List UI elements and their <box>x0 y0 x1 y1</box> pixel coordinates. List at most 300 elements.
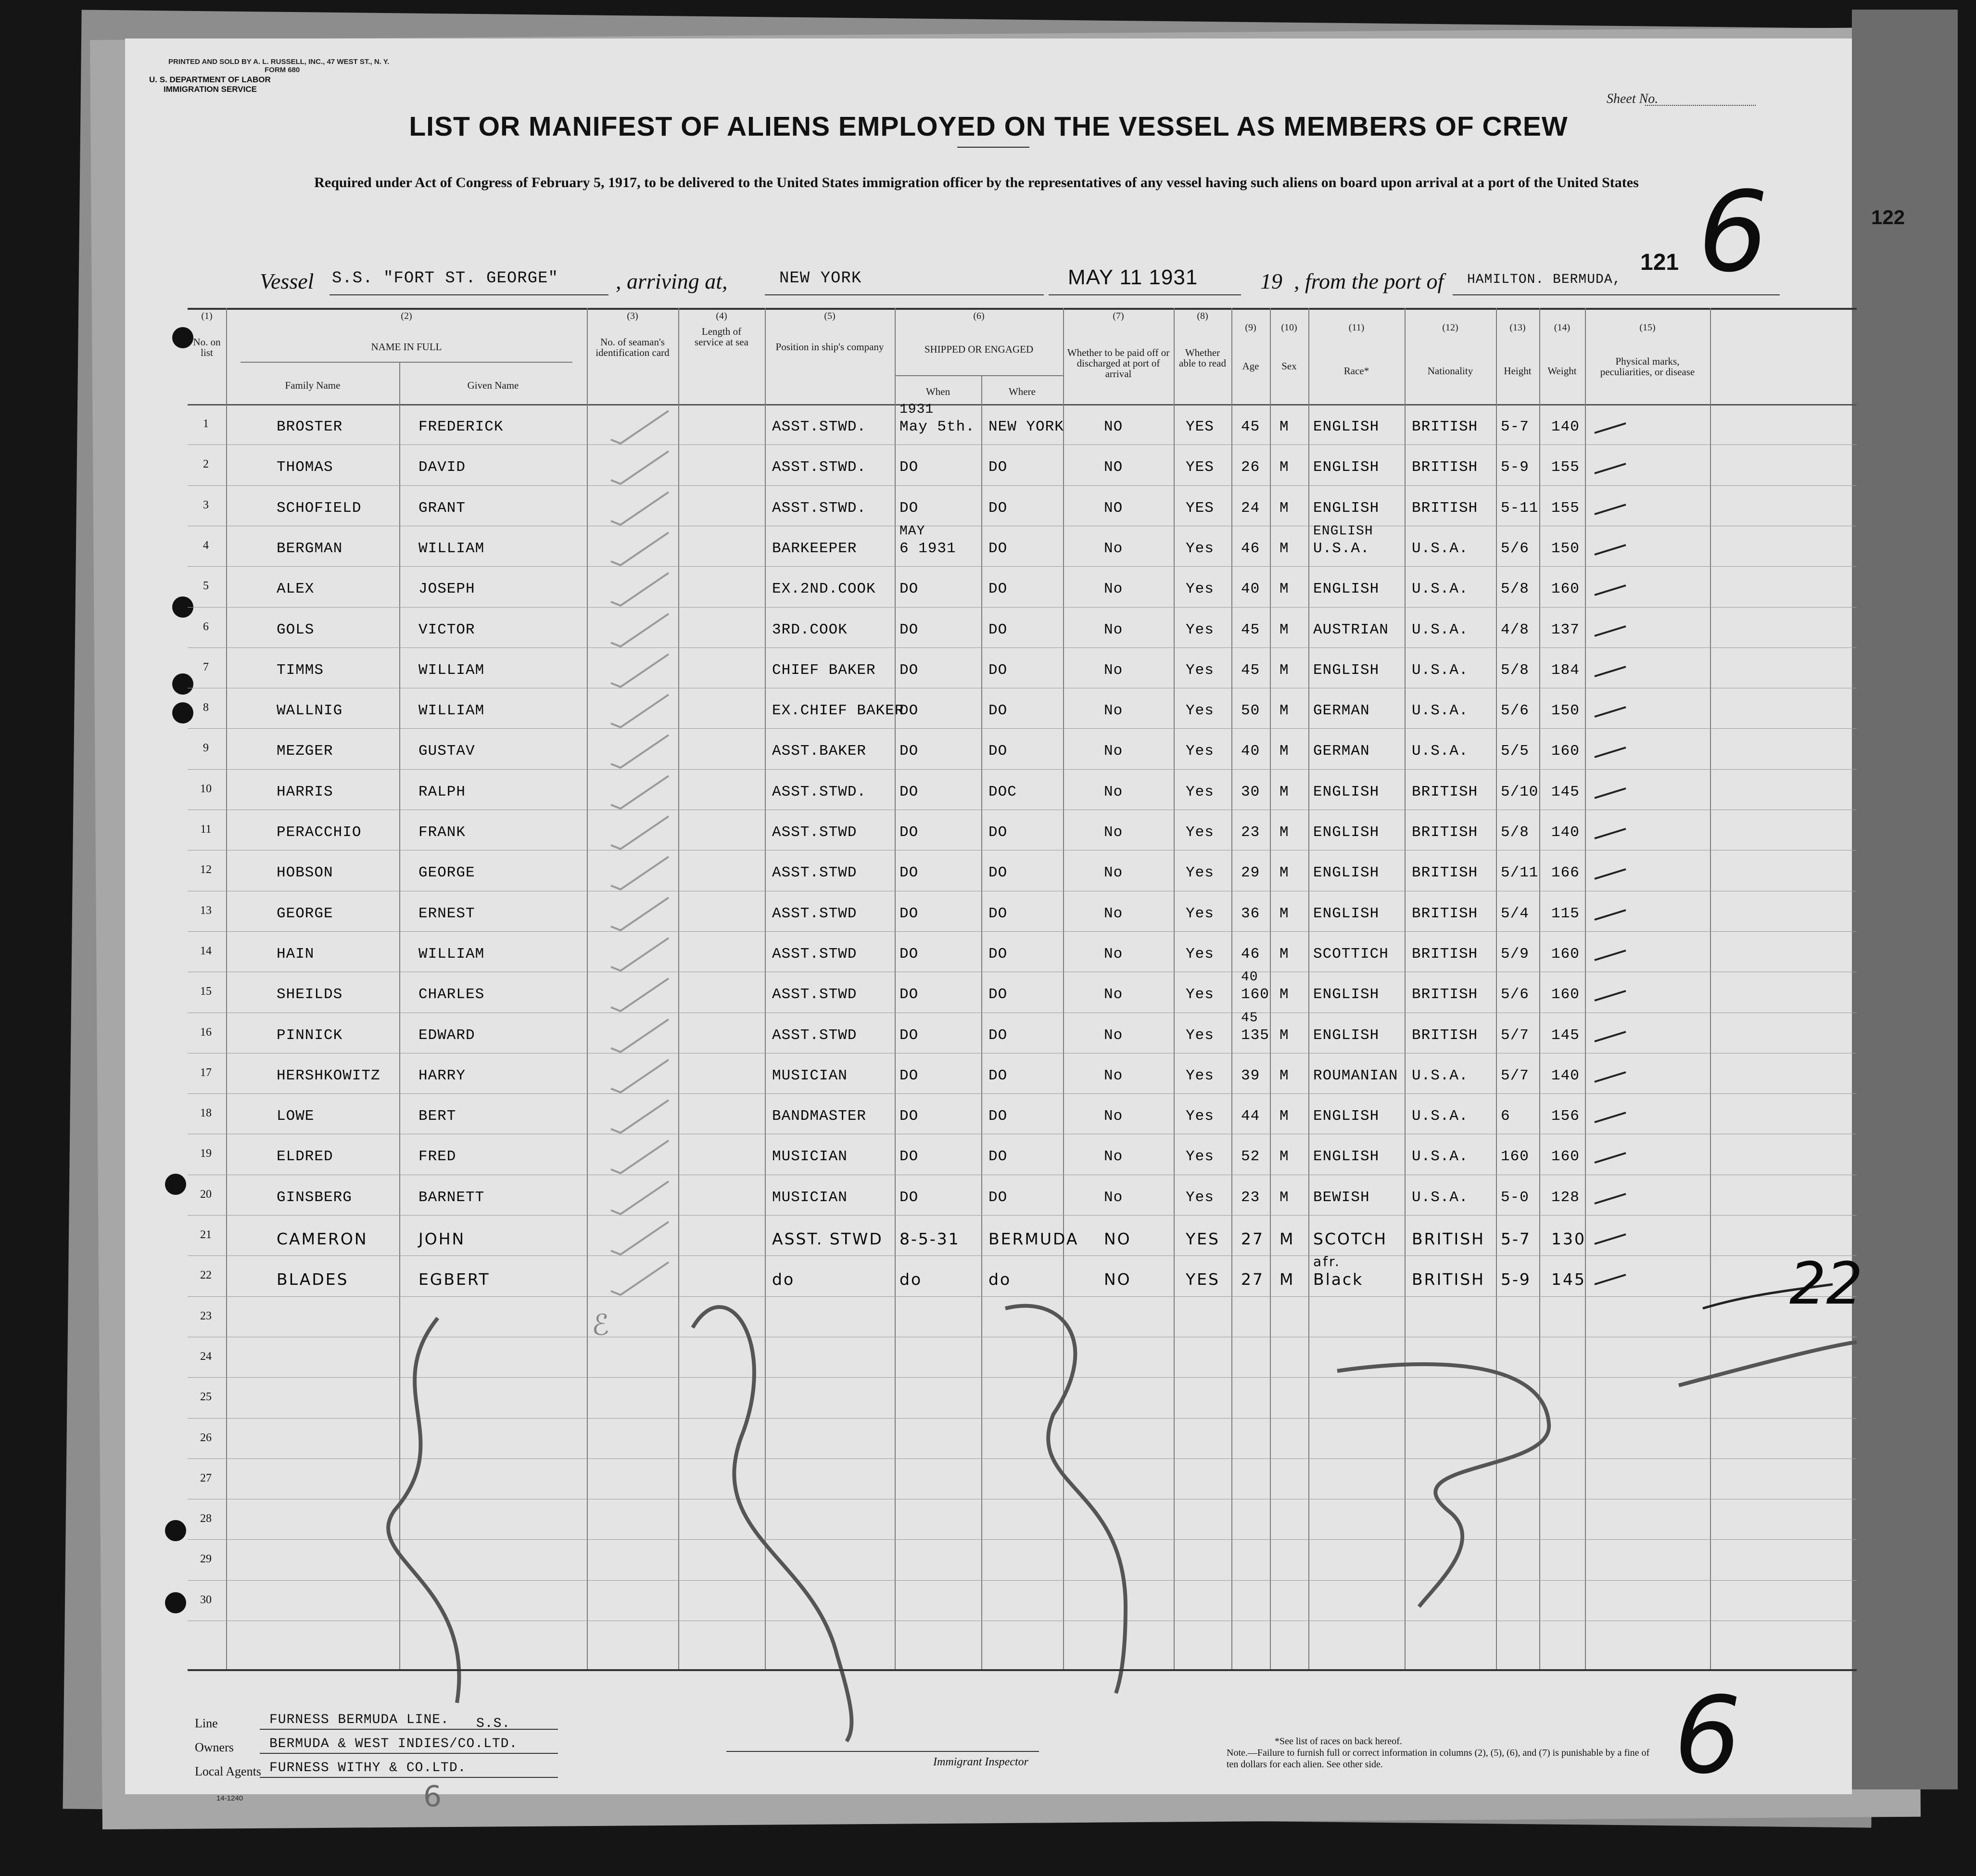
sheet-number-line <box>1645 105 1756 106</box>
cell-height: 5/4 <box>1501 905 1529 922</box>
cell-family-name: TIMMS <box>277 661 324 679</box>
cell-position: MUSICIAN <box>772 1148 848 1166</box>
cell-sex: M <box>1279 540 1289 557</box>
cell-sex: M <box>1279 499 1289 517</box>
cell-given-name: WILLIAM <box>418 540 485 557</box>
cell-position: CHIEF BAKER <box>772 661 876 679</box>
row-number: 6 <box>203 620 209 633</box>
cell-family-name: THOMAS <box>277 459 333 476</box>
cell-height: 5/7 <box>1501 1067 1529 1084</box>
cell-height: 5/5 <box>1501 743 1529 760</box>
col-header-height: Height <box>1504 365 1532 377</box>
cell-age: 26 <box>1241 459 1260 476</box>
cell-shipped-where: BERMUDA <box>988 1230 1079 1248</box>
cell-able-to-read: YES <box>1186 1270 1220 1289</box>
cell-paid-off: No <box>1104 1067 1123 1084</box>
cell-age: 44 <box>1241 1108 1260 1125</box>
col-header-physical-marks: Physical marks, peculiarities, or disease <box>1600 355 1695 378</box>
row-number: 12 <box>200 863 212 876</box>
cell-sex: M <box>1279 1067 1289 1084</box>
cell-shipped-when: 8-5-31 <box>899 1230 960 1248</box>
row-number: 22 <box>200 1269 212 1282</box>
printer-credit: PRINTED AND SOLD BY A. L. RUSSELL, INC., 47 WEST ST., N. Y. FORM 680 <box>168 58 390 74</box>
cell-able-to-read: Yes <box>1186 824 1214 841</box>
pencil-squiggle <box>1337 1364 1549 1607</box>
cell-weight: 160 <box>1551 945 1580 963</box>
cell-family-name: PERACCHIO <box>277 824 362 841</box>
cell-shipped-when: DO <box>899 945 919 963</box>
col-number-8: (8) <box>1197 311 1208 321</box>
cell-sex: M <box>1279 1027 1289 1044</box>
owners-label: Owners <box>195 1740 234 1754</box>
cell-shipped-where: DO <box>988 986 1008 1003</box>
cell-age-note: 45 <box>1241 1010 1258 1026</box>
cell-able-to-read: Yes <box>1186 986 1214 1003</box>
cell-shipped-when: DO <box>899 499 919 517</box>
cell-given-name: GEORGE <box>418 864 475 882</box>
col-header-seaman-card: No. of seaman's identification card <box>595 336 670 358</box>
cell-nationality: BRITISH <box>1412 499 1478 517</box>
from-underline <box>1453 294 1780 295</box>
cell-age: 27 <box>1241 1230 1264 1248</box>
cell-family-name: ELDRED <box>277 1148 333 1166</box>
cell-weight: 160 <box>1551 743 1580 760</box>
cell-paid-off: No <box>1104 905 1123 922</box>
cell-weight: 140 <box>1551 418 1580 435</box>
cell-race: ENGLISH <box>1313 986 1380 1003</box>
cell-able-to-read: Yes <box>1186 581 1214 598</box>
cell-shipped-where: DO <box>988 905 1008 922</box>
inspector-signature-line <box>726 1751 1039 1752</box>
row-number: 24 <box>200 1350 212 1363</box>
col-header-sex: Sex <box>1281 360 1297 372</box>
vessel-line <box>260 265 1799 298</box>
cell-age: 45 <box>1241 418 1260 435</box>
cell-age: 45 <box>1241 661 1260 679</box>
cell-nationality: BRITISH <box>1412 945 1478 963</box>
cell-family-name: WALLNIG <box>277 702 343 720</box>
cell-nationality: U.S.A. <box>1412 1067 1469 1084</box>
cell-shipped-when: DO <box>899 581 919 598</box>
cell-paid-off: NO <box>1104 459 1123 476</box>
cell-age: 40 <box>1241 743 1260 760</box>
cell-race: ENGLISH <box>1313 581 1380 598</box>
cell-able-to-read: Yes <box>1186 905 1214 922</box>
cell-paid-off: NO <box>1104 1230 1131 1248</box>
page-subtitle: Required under Act of Congress of February 5, 1917, to be delivered to the United States immigration officer by the representatives of any vessel having such aliens on board upon arrival at a port of the United States <box>314 175 1639 190</box>
cell-paid-off: No <box>1104 661 1123 679</box>
cell-nationality: U.S.A. <box>1412 1148 1469 1166</box>
col-number-2: (2) <box>401 311 412 321</box>
agents-value: FURNESS WITHY & CO.LTD. <box>269 1761 467 1775</box>
cell-weight: 145 <box>1551 783 1580 800</box>
row-number: 25 <box>200 1391 212 1404</box>
inspector-label: Immigrant Inspector <box>933 1756 1028 1768</box>
cell-shipped-when: DO <box>899 864 919 882</box>
arriving-port: NEW YORK <box>779 269 862 288</box>
row-number: 16 <box>200 1026 212 1039</box>
cell-paid-off: No <box>1104 824 1123 841</box>
cell-height: 5/11 <box>1501 864 1539 882</box>
table-bottom-rule <box>188 1669 1857 1671</box>
cell-shipped-where: DO <box>988 581 1008 598</box>
owners-underline <box>260 1753 558 1754</box>
cell-age: 23 <box>1241 824 1260 841</box>
cell-given-name: WILLIAM <box>418 661 485 679</box>
cell-race: ENGLISH <box>1313 864 1380 882</box>
row-number: 26 <box>200 1431 212 1444</box>
cell-sex: M <box>1279 1189 1289 1206</box>
cell-age: 160 <box>1241 986 1269 1003</box>
cell-paid-off: No <box>1104 581 1123 598</box>
cell-given-name: FRED <box>418 1148 456 1166</box>
cell-given-name: EGBERT <box>418 1270 490 1289</box>
cell-height: 5/6 <box>1501 986 1529 1003</box>
cell-sex: M <box>1279 986 1289 1003</box>
row-number: 23 <box>200 1309 212 1322</box>
row-number: 9 <box>203 742 209 755</box>
cell-height: 160 <box>1501 1148 1529 1166</box>
cell-nationality: U.S.A. <box>1412 743 1469 760</box>
pencil-squiggle <box>388 1318 459 1703</box>
col-header-paid-off: Whether to be paid off or discharged at port of arrival <box>1067 347 1170 380</box>
row-number: 5 <box>203 580 209 593</box>
cell-shipped-where: DO <box>988 661 1008 679</box>
cell-sex: M <box>1279 824 1289 841</box>
year-label: 19 <box>1260 269 1282 293</box>
cell-able-to-read: YES <box>1186 418 1214 435</box>
cell-race: ENGLISH <box>1313 905 1380 922</box>
col-number-12: (12) <box>1442 322 1458 333</box>
cell-age: 52 <box>1241 1148 1260 1166</box>
cell-race: ENGLISH <box>1313 459 1380 476</box>
cell-age: 39 <box>1241 1067 1260 1084</box>
cell-shipped-where: DO <box>988 1027 1008 1044</box>
cell-position: ASST.STWD <box>772 905 857 922</box>
cell-shipped-when: do <box>899 1270 923 1289</box>
cell-family-name: CAMERON <box>277 1230 368 1248</box>
cell-race-note: ENGLISH <box>1313 523 1373 539</box>
col-header-age: Age <box>1242 360 1259 372</box>
cell-race: GERMAN <box>1313 702 1370 720</box>
cell-paid-off: NO <box>1104 1270 1131 1289</box>
cell-weight: 150 <box>1551 540 1580 557</box>
cell-given-name: RALPH <box>418 783 466 800</box>
cell-weight: 128 <box>1551 1189 1580 1206</box>
row-number: 2 <box>203 458 209 471</box>
cell-shipped-where: DO <box>988 1148 1008 1166</box>
title-rule <box>957 147 1029 148</box>
cell-sex: M <box>1279 418 1289 435</box>
cell-paid-off: No <box>1104 864 1123 882</box>
cell-height: 5-11 <box>1501 499 1539 517</box>
row-number: 8 <box>203 701 209 714</box>
cell-position: MUSICIAN <box>772 1189 848 1206</box>
cell-able-to-read: Yes <box>1186 864 1214 882</box>
vessel-name: S.S. "FORT ST. GEORGE" <box>332 269 558 288</box>
cell-family-name: BLADES <box>277 1270 349 1289</box>
col-number-4: (4) <box>716 311 727 321</box>
cell-able-to-read: Yes <box>1186 945 1214 963</box>
cell-shipped-when: 6 1931 <box>899 540 956 557</box>
cell-able-to-read: Yes <box>1186 1148 1214 1166</box>
cell-nationality: BRITISH <box>1412 1270 1485 1289</box>
cell-shipped-when: DO <box>899 702 919 720</box>
cell-given-name: WILLIAM <box>418 702 485 720</box>
cell-nationality: U.S.A. <box>1412 540 1469 557</box>
line-label: Line <box>195 1716 218 1730</box>
cell-position: ASST.STWD <box>772 1027 857 1044</box>
col-header-when: When <box>925 386 950 397</box>
cell-able-to-read: Yes <box>1186 1067 1214 1084</box>
background-sheet-edge <box>1852 10 1958 1789</box>
line-value: FURNESS BERMUDA LINE. <box>269 1712 449 1727</box>
cell-shipped-when: DO <box>899 661 919 679</box>
row-number: 15 <box>200 985 212 998</box>
row-number: 1 <box>203 418 209 430</box>
cell-paid-off: No <box>1104 1148 1123 1166</box>
handwritten-page-number: 6 <box>1698 168 1769 297</box>
col-number-14: (14) <box>1554 322 1571 333</box>
cell-given-name: JOSEPH <box>418 581 475 598</box>
cell-able-to-read: Yes <box>1186 621 1214 638</box>
pencil-annotation-mark: ℰ <box>592 1308 609 1342</box>
cell-able-to-read: Yes <box>1186 1027 1214 1044</box>
cell-age: 46 <box>1241 540 1260 557</box>
cell-able-to-read: Yes <box>1186 1108 1214 1125</box>
cell-position: ASST.STWD <box>772 824 857 841</box>
cell-shipped-when: DO <box>899 1067 919 1084</box>
cell-family-name: GEORGE <box>277 905 333 922</box>
cell-shipped-where: DO <box>988 1067 1008 1084</box>
cell-weight: 160 <box>1551 986 1580 1003</box>
cell-position: EX.CHIEF BAKER <box>772 702 904 720</box>
cell-family-name: SCHOFIELD <box>277 499 362 517</box>
cell-height: 4/8 <box>1501 621 1529 638</box>
cell-position: MUSICIAN <box>772 1067 848 1084</box>
cell-family-name: BROSTER <box>277 418 343 435</box>
cell-sex: M <box>1279 864 1289 882</box>
cell-given-name: GUSTAV <box>418 743 475 760</box>
col-header-given-name: Given Name <box>467 380 519 391</box>
cell-height: 5-7 <box>1501 418 1529 435</box>
cell-shipped-where: DO <box>988 743 1008 760</box>
col-number-5: (5) <box>824 311 836 321</box>
cell-race: SCOTTICH <box>1313 945 1389 963</box>
cell-age: 40 <box>1241 581 1260 598</box>
cell-age: 30 <box>1241 783 1260 800</box>
punch-hole <box>165 1174 186 1195</box>
cell-weight: 150 <box>1551 702 1580 720</box>
races-note: *See list of races on back hereof. Note.—Failure to furnish full or correct information in columns (2), (5), (6), and (7) is punishable by a fine of ten dollars for each alien. See other side. <box>1227 1736 1650 1770</box>
pencil-squiggle <box>1005 1306 1126 1693</box>
row-number: 20 <box>200 1188 212 1201</box>
cell-sex: M <box>1279 621 1289 638</box>
col-number-6: (6) <box>973 311 985 321</box>
cell-position: BANDMASTER <box>772 1108 867 1125</box>
cell-height: 5-9 <box>1501 1270 1531 1289</box>
cell-shipped-when: DO <box>899 824 919 841</box>
cell-family-name: HERSHKOWITZ <box>277 1067 380 1084</box>
cell-age: 27 <box>1241 1270 1264 1289</box>
cell-able-to-read: Yes <box>1186 1189 1214 1206</box>
col-header-nationality: Nationality <box>1427 365 1473 377</box>
cell-given-name: HARRY <box>418 1067 466 1084</box>
cell-race: AUSTRIAN <box>1313 621 1389 638</box>
cell-sex: M <box>1279 743 1289 760</box>
col-header-where: Where <box>1009 386 1036 397</box>
cell-race: ROUMANIAN <box>1313 1067 1398 1084</box>
cell-nationality: U.S.A. <box>1412 702 1469 720</box>
col-header-position: Position in ship's company <box>775 341 884 353</box>
row-number: 10 <box>200 782 212 795</box>
cell-nationality: U.S.A. <box>1412 581 1469 598</box>
cell-race: ENGLISH <box>1313 1148 1380 1166</box>
col-number-1: (1) <box>201 311 213 321</box>
cell-weight: 130 <box>1551 1230 1586 1248</box>
agents-label: Local Agents <box>195 1764 261 1778</box>
cell-height: 5-9 <box>1501 459 1529 476</box>
col-header-no-on-list: No. on list <box>193 336 221 358</box>
from-port: HAMILTON. BERMUDA, <box>1467 272 1621 287</box>
cell-given-name: VICTOR <box>418 621 475 638</box>
cell-nationality: BRITISH <box>1412 905 1478 922</box>
cell-shipped-where: DOC <box>988 783 1017 800</box>
cell-given-name: ERNEST <box>418 905 475 922</box>
cell-sex: M <box>1279 661 1289 679</box>
col-number-9: (9) <box>1245 322 1256 333</box>
cell-nationality: U.S.A. <box>1412 621 1469 638</box>
agents-underline <box>260 1777 558 1778</box>
cell-family-name: GINSBERG <box>277 1189 352 1206</box>
cell-family-name: PINNICK <box>277 1027 343 1044</box>
cell-shipped-where: DO <box>988 864 1008 882</box>
cell-shipped-when: DO <box>899 1108 919 1125</box>
cell-shipped-where: DO <box>988 1108 1008 1125</box>
cell-paid-off: No <box>1104 1108 1123 1125</box>
cell-position: do <box>772 1270 795 1289</box>
cell-height: 5/6 <box>1501 702 1529 720</box>
cell-height: 5-0 <box>1501 1189 1529 1206</box>
cell-able-to-read: Yes <box>1186 661 1214 679</box>
from-label: , from the port of <box>1294 269 1444 293</box>
cell-paid-off: No <box>1104 621 1123 638</box>
cell-sex: M <box>1279 1270 1295 1289</box>
row-number: 30 <box>200 1593 212 1606</box>
cell-family-name: ALEX <box>277 581 315 598</box>
cell-race: ENGLISH <box>1313 1027 1380 1044</box>
row-number: 4 <box>203 539 209 552</box>
cell-shipped-where: do <box>988 1270 1012 1289</box>
cell-height: 5/6 <box>1501 540 1529 557</box>
cell-given-name: EDWARD <box>418 1027 475 1044</box>
cell-shipped-where: DO <box>988 499 1008 517</box>
cell-age: 45 <box>1241 621 1260 638</box>
row-number: 29 <box>200 1553 212 1566</box>
cell-given-name: FREDERICK <box>418 418 504 435</box>
cell-family-name: HAIN <box>277 945 315 963</box>
sheet-number: 121 <box>1640 250 1679 275</box>
cell-given-name: BARNETT <box>418 1189 485 1206</box>
cell-able-to-read: Yes <box>1186 783 1214 800</box>
col-header-able-to-read: Whether able to read <box>1179 347 1226 369</box>
cell-race-note: afr. <box>1313 1254 1341 1270</box>
cell-weight: 160 <box>1551 581 1580 598</box>
cell-nationality: BRITISH <box>1412 783 1478 800</box>
cell-able-to-read: YES <box>1186 1230 1220 1248</box>
row-number: 7 <box>203 660 209 673</box>
cell-race: ENGLISH <box>1313 499 1380 517</box>
cell-nationality: BRITISH <box>1412 1027 1478 1044</box>
col-header-shipped-or-engaged: SHIPPED OR ENGAGED <box>924 343 1034 355</box>
cell-height: 5/8 <box>1501 824 1529 841</box>
cell-weight: 145 <box>1551 1270 1586 1289</box>
cell-nationality: BRITISH <box>1412 824 1478 841</box>
cell-given-name: BERT <box>418 1108 456 1125</box>
cell-paid-off: NO <box>1104 418 1123 435</box>
cell-sex: M <box>1279 702 1289 720</box>
arrival-date: MAY 11 1931 <box>1068 266 1198 289</box>
vessel-label: Vessel <box>260 269 314 293</box>
cell-shipped-when: DO <box>899 1148 919 1166</box>
cell-weight: 156 <box>1551 1108 1580 1125</box>
sheet-number-label: Sheet No. <box>1607 91 1659 106</box>
cell-shipped-when: DO <box>899 621 919 638</box>
cell-sex: M <box>1279 1108 1289 1125</box>
row-number: 27 <box>200 1471 212 1484</box>
cell-family-name: GOLS <box>277 621 315 638</box>
cell-paid-off: No <box>1104 1027 1123 1044</box>
col-header-length-of-service: Length of service at sea <box>695 326 748 348</box>
date-underline <box>1049 294 1241 295</box>
cell-paid-off: No <box>1104 945 1123 963</box>
cell-weight: 155 <box>1551 499 1580 517</box>
cell-age: 36 <box>1241 905 1260 922</box>
department-heading: U. S. DEPARTMENT OF LABOR IMMIGRATION SERVICE <box>149 75 271 94</box>
punch-hole <box>165 1520 186 1541</box>
cell-sex: M <box>1279 1148 1289 1166</box>
cell-nationality: BRITISH <box>1412 1230 1485 1248</box>
cell-nationality: BRITISH <box>1412 986 1478 1003</box>
arriving-underline <box>765 294 1044 295</box>
side-number: 122 <box>1871 206 1905 228</box>
cell-given-name: FRANK <box>418 824 466 841</box>
cell-race: ENGLISH <box>1313 661 1380 679</box>
cell-position: ASST.STWD <box>772 864 857 882</box>
pencil-squiggle <box>693 1307 851 1741</box>
cell-able-to-read: YES <box>1186 499 1214 517</box>
col-number-13: (13) <box>1509 322 1526 333</box>
cell-shipped-when: DO <box>899 1189 919 1206</box>
cell-shipped-where: DO <box>988 702 1008 720</box>
cell-weight: 184 <box>1551 661 1580 679</box>
cell-given-name: WILLIAM <box>418 945 485 963</box>
col-number-11: (11) <box>1348 322 1365 333</box>
cell-race: ENGLISH <box>1313 1108 1380 1125</box>
cell-able-to-read: YES <box>1186 459 1214 476</box>
cell-able-to-read: Yes <box>1186 702 1214 720</box>
cell-nationality: U.S.A. <box>1412 661 1469 679</box>
cell-position: ASST.STWD <box>772 945 857 963</box>
cell-paid-off: No <box>1104 702 1123 720</box>
cell-shipped-when-note: MAY <box>899 523 925 539</box>
handwritten-bottom-number: 6 <box>1674 1674 1741 1797</box>
cell-paid-off: No <box>1104 783 1123 800</box>
cell-family-name: LOWE <box>277 1108 315 1125</box>
cell-race: GERMAN <box>1313 743 1370 760</box>
cell-sex: M <box>1279 1230 1295 1248</box>
cell-race: ENGLISH <box>1313 824 1380 841</box>
